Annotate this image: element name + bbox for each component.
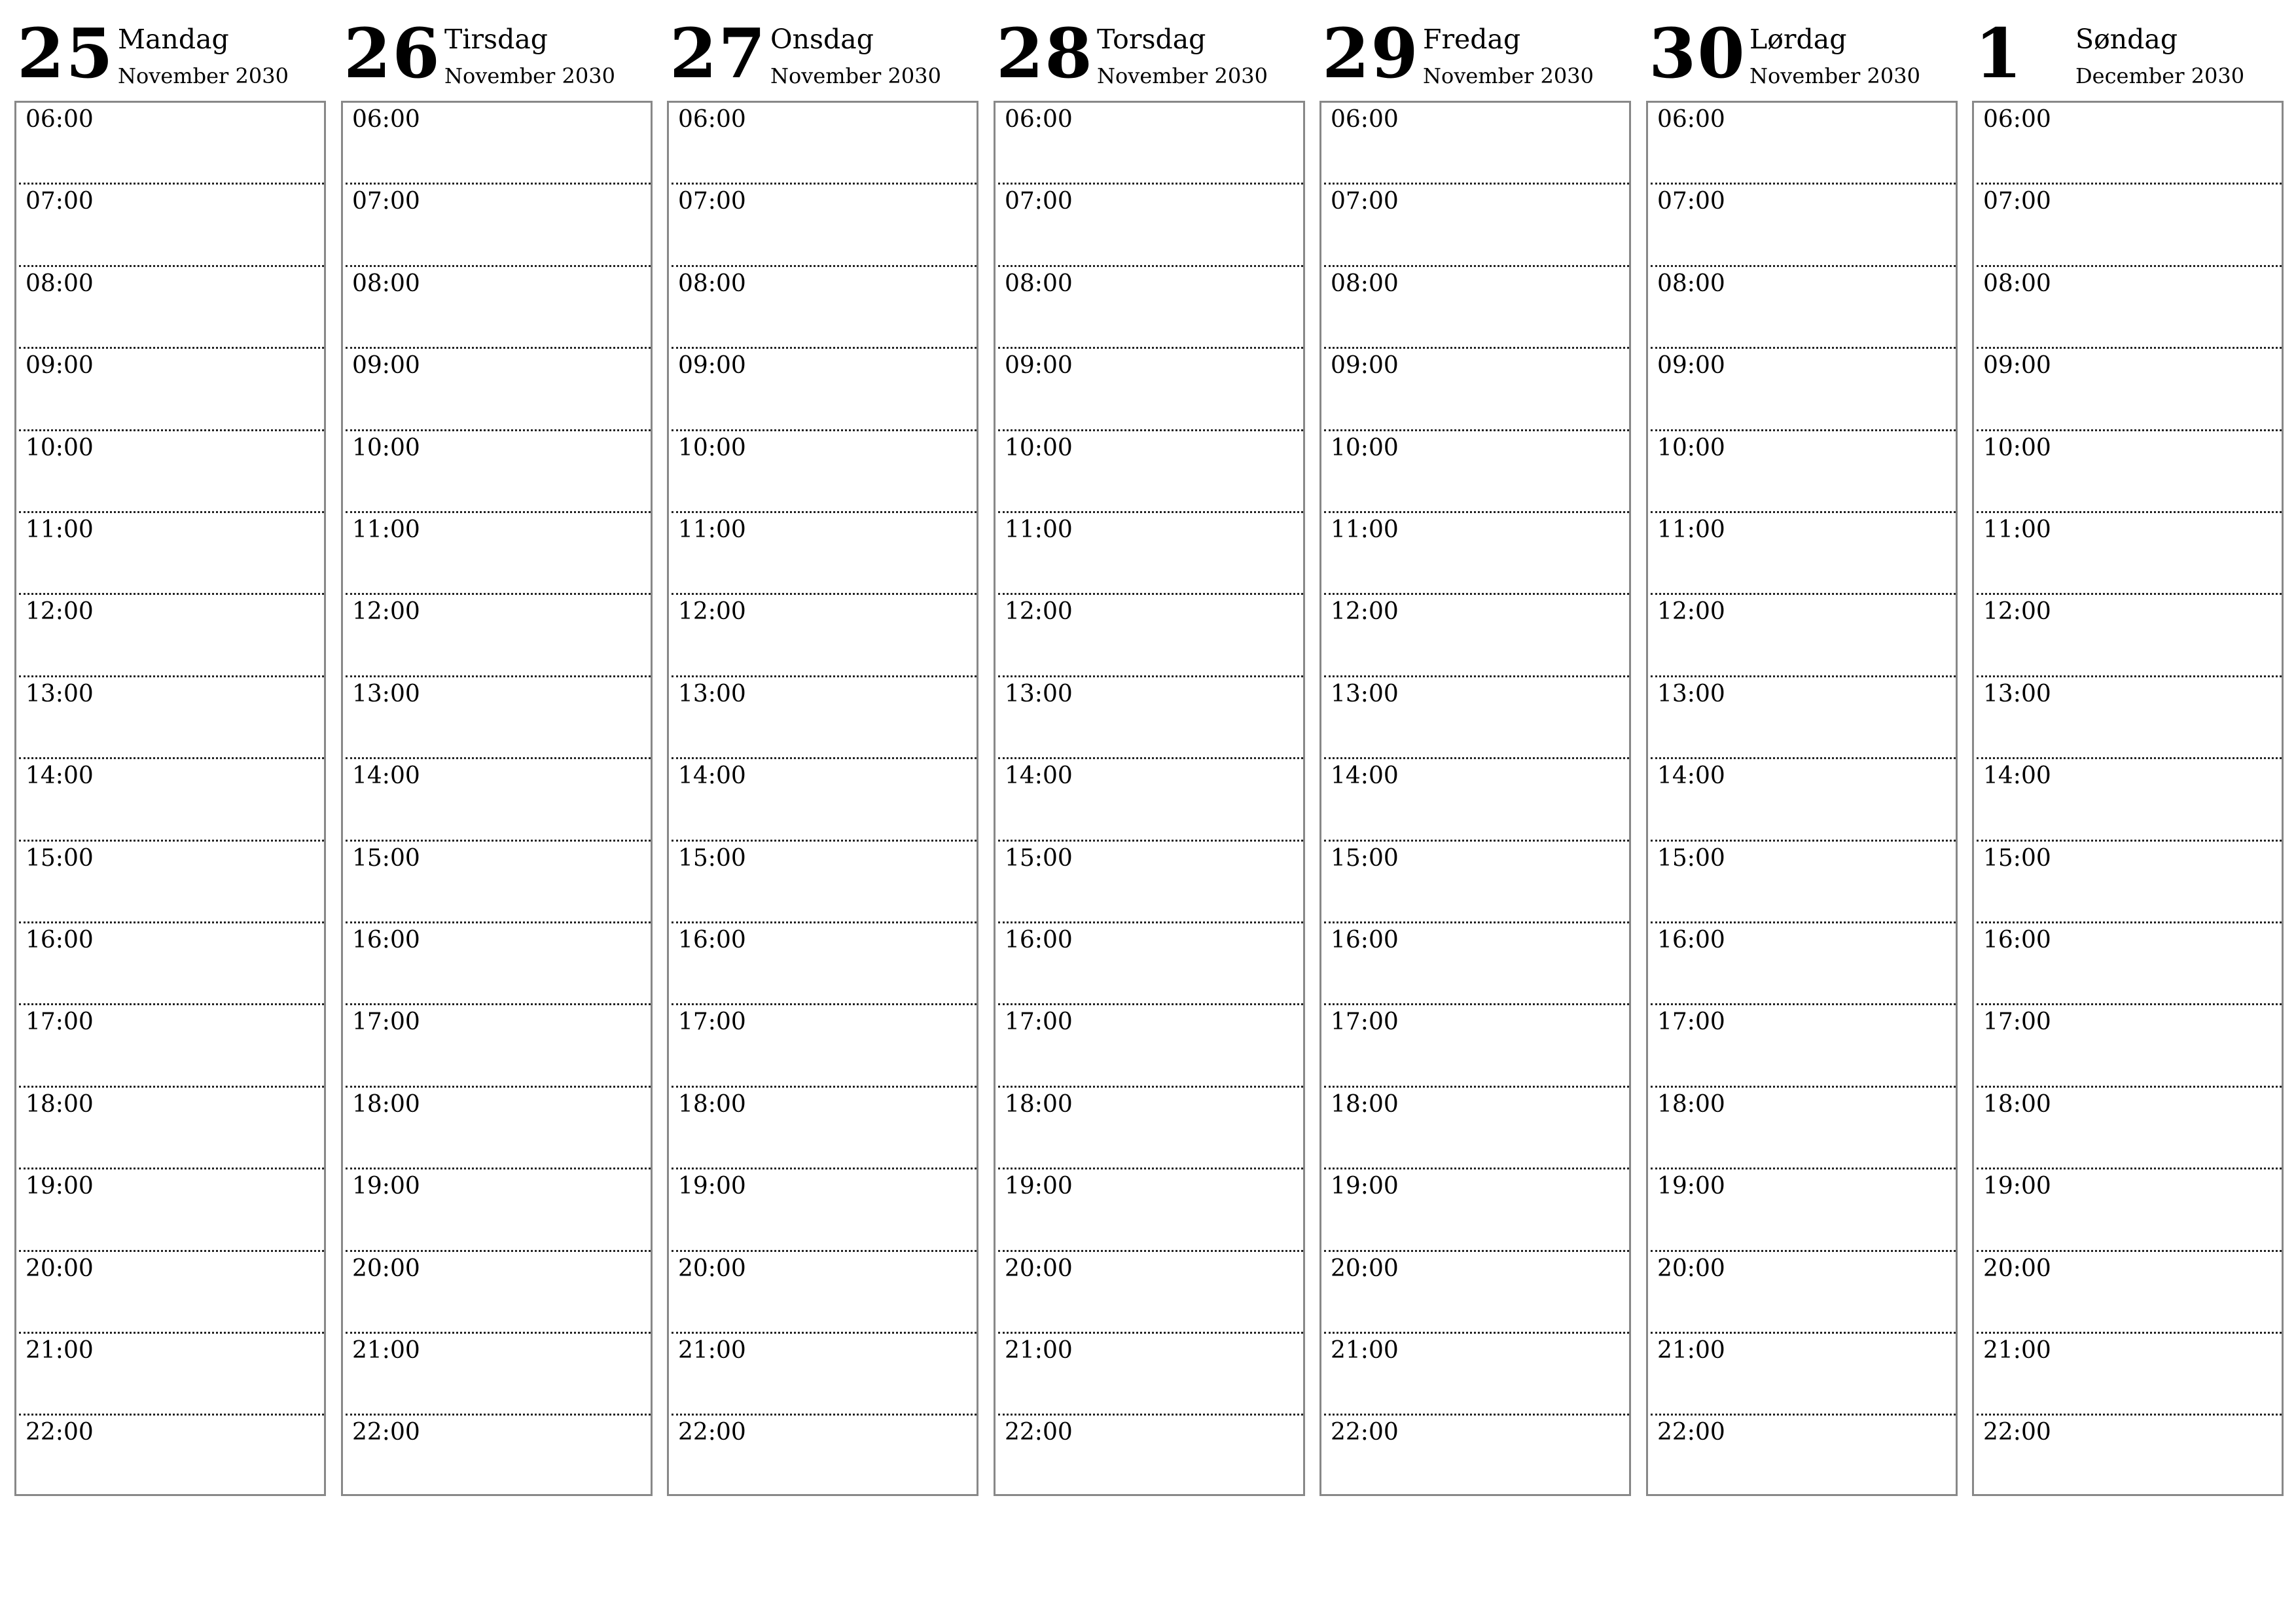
hour-slot[interactable] bbox=[672, 677, 977, 759]
hour-label: 18:00 bbox=[26, 1090, 94, 1118]
hour-label: 06:00 bbox=[1005, 106, 1073, 133]
hour-label: 18:00 bbox=[1331, 1090, 1399, 1118]
hour-slot[interactable] bbox=[1324, 677, 1629, 759]
hour-slot[interactable] bbox=[998, 1416, 1303, 1497]
hour-slot[interactable] bbox=[1651, 431, 1956, 513]
hour-label: 09:00 bbox=[1005, 352, 1073, 380]
day-name: Onsdag bbox=[770, 24, 874, 55]
hour-slot[interactable] bbox=[1977, 103, 2282, 185]
hour-slot[interactable] bbox=[1324, 1416, 1629, 1497]
hour-label: 19:00 bbox=[352, 1173, 420, 1200]
day-name: Lørdag bbox=[1749, 24, 1847, 55]
hour-label: 19:00 bbox=[1005, 1173, 1073, 1200]
hour-label: 12:00 bbox=[1657, 598, 1725, 626]
hour-label: 08:00 bbox=[678, 270, 746, 297]
hour-label: 11:00 bbox=[678, 516, 746, 543]
hour-label: 10:00 bbox=[1657, 434, 1725, 461]
hour-label: 17:00 bbox=[26, 1008, 94, 1036]
hour-slot[interactable] bbox=[1977, 185, 2282, 266]
hour-label: 17:00 bbox=[678, 1008, 746, 1036]
hour-label: 06:00 bbox=[1983, 106, 2051, 133]
hour-label: 07:00 bbox=[1983, 188, 2051, 215]
day-month: November 2030 bbox=[1749, 63, 1920, 88]
hour-slot[interactable] bbox=[19, 595, 324, 677]
hour-label: 13:00 bbox=[1983, 680, 2051, 707]
hour-label: 15:00 bbox=[1005, 844, 1073, 872]
hour-label: 22:00 bbox=[1983, 1419, 2051, 1446]
hour-label: 15:00 bbox=[1983, 844, 2051, 872]
hour-slot[interactable] bbox=[1324, 1252, 1629, 1334]
hour-slot[interactable] bbox=[672, 103, 977, 185]
hour-label: 21:00 bbox=[1657, 1337, 1725, 1364]
hour-slot[interactable] bbox=[1651, 185, 1956, 266]
hour-slot[interactable] bbox=[19, 513, 324, 595]
hour-label: 20:00 bbox=[678, 1255, 746, 1282]
day-month: December 2030 bbox=[2075, 63, 2245, 88]
day-schedule-box bbox=[667, 101, 978, 1496]
hour-label: 07:00 bbox=[1657, 188, 1725, 215]
hour-slot[interactable] bbox=[998, 513, 1303, 595]
hour-label: 09:00 bbox=[1331, 352, 1399, 380]
hour-label: 16:00 bbox=[26, 927, 94, 954]
hour-label: 21:00 bbox=[1005, 1337, 1073, 1364]
hour-slot[interactable] bbox=[346, 103, 651, 185]
hour-slot[interactable] bbox=[672, 1252, 977, 1334]
hour-slot[interactable] bbox=[19, 1252, 324, 1334]
hour-slot[interactable] bbox=[1977, 431, 2282, 513]
hour-label: 18:00 bbox=[678, 1090, 746, 1118]
hour-slot[interactable] bbox=[1651, 1334, 1956, 1416]
hour-label: 14:00 bbox=[1983, 762, 2051, 790]
hour-label: 14:00 bbox=[678, 762, 746, 790]
hour-label: 20:00 bbox=[1005, 1255, 1073, 1282]
hour-slot[interactable] bbox=[1651, 1169, 1956, 1251]
hour-label: 09:00 bbox=[678, 352, 746, 380]
hour-slot[interactable] bbox=[1324, 1088, 1629, 1169]
hour-label: 12:00 bbox=[1005, 598, 1073, 626]
hour-slot[interactable] bbox=[998, 595, 1303, 677]
hour-slot[interactable] bbox=[672, 595, 977, 677]
day-name: Tirsdag bbox=[444, 24, 548, 55]
hour-slot[interactable] bbox=[1324, 1169, 1629, 1251]
day-number: 28 bbox=[996, 13, 1094, 94]
hour-label: 17:00 bbox=[1657, 1008, 1725, 1036]
hour-label: 08:00 bbox=[1983, 270, 2051, 297]
hour-label: 09:00 bbox=[1983, 352, 2051, 380]
day-header bbox=[1972, 0, 2285, 98]
hour-label: 07:00 bbox=[678, 188, 746, 215]
hour-slot[interactable] bbox=[1977, 923, 2282, 1005]
hour-slot[interactable] bbox=[672, 349, 977, 431]
hour-slot[interactable] bbox=[1324, 431, 1629, 513]
day-number: 26 bbox=[344, 13, 441, 94]
hour-slot[interactable] bbox=[346, 842, 651, 923]
hour-slot[interactable] bbox=[1977, 1005, 2282, 1087]
hour-slot[interactable] bbox=[346, 677, 651, 759]
hour-slot[interactable] bbox=[998, 267, 1303, 349]
hour-slot[interactable] bbox=[672, 431, 977, 513]
hour-label: 09:00 bbox=[352, 352, 420, 380]
day-name: Søndag bbox=[2075, 24, 2178, 55]
hour-slot[interactable] bbox=[998, 431, 1303, 513]
hour-label: 11:00 bbox=[1983, 516, 2051, 543]
hour-slot[interactable] bbox=[1977, 1252, 2282, 1334]
hour-slot[interactable] bbox=[1651, 1252, 1956, 1334]
hour-slot[interactable] bbox=[672, 513, 977, 595]
hour-slot[interactable] bbox=[1324, 842, 1629, 923]
hour-slot[interactable] bbox=[1977, 1088, 2282, 1169]
hour-slot[interactable] bbox=[1324, 923, 1629, 1005]
hour-label: 19:00 bbox=[1657, 1173, 1725, 1200]
hour-label: 12:00 bbox=[26, 598, 94, 626]
hour-label: 16:00 bbox=[1331, 927, 1399, 954]
hour-slot[interactable] bbox=[1651, 267, 1956, 349]
hour-slot[interactable] bbox=[19, 923, 324, 1005]
hour-slot[interactable] bbox=[19, 759, 324, 841]
hour-label: 21:00 bbox=[1331, 1337, 1399, 1364]
hour-label: 21:00 bbox=[352, 1337, 420, 1364]
day-month: November 2030 bbox=[1423, 63, 1594, 88]
hour-slot[interactable] bbox=[19, 267, 324, 349]
hour-label: 15:00 bbox=[678, 844, 746, 872]
hour-label: 22:00 bbox=[678, 1419, 746, 1446]
hour-slot[interactable] bbox=[346, 349, 651, 431]
day-month: November 2030 bbox=[444, 63, 615, 88]
hour-slot[interactable] bbox=[1651, 103, 1956, 185]
hour-label: 08:00 bbox=[352, 270, 420, 297]
hour-label: 12:00 bbox=[352, 598, 420, 626]
hour-label: 07:00 bbox=[1331, 188, 1399, 215]
hour-label: 13:00 bbox=[352, 680, 420, 707]
hour-slot[interactable] bbox=[1324, 349, 1629, 431]
hour-label: 22:00 bbox=[1657, 1419, 1725, 1446]
hour-slot[interactable] bbox=[1651, 759, 1956, 841]
hour-slot[interactable] bbox=[998, 759, 1303, 841]
hour-slot[interactable] bbox=[1977, 677, 2282, 759]
hour-label: 07:00 bbox=[26, 188, 94, 215]
hour-label: 21:00 bbox=[678, 1337, 746, 1364]
hour-label: 10:00 bbox=[1005, 434, 1073, 461]
hour-slot[interactable] bbox=[346, 431, 651, 513]
hour-label: 11:00 bbox=[1005, 516, 1073, 543]
day-month: November 2030 bbox=[118, 63, 289, 88]
day-header bbox=[341, 0, 654, 98]
day-schedule-box bbox=[14, 101, 326, 1496]
hour-label: 08:00 bbox=[1005, 270, 1073, 297]
hour-slot[interactable] bbox=[1651, 677, 1956, 759]
hour-slot[interactable] bbox=[346, 513, 651, 595]
hour-slot[interactable] bbox=[1324, 185, 1629, 266]
hour-slot[interactable] bbox=[672, 923, 977, 1005]
hour-label: 22:00 bbox=[1331, 1419, 1399, 1446]
hour-label: 20:00 bbox=[1331, 1255, 1399, 1282]
hour-slot[interactable] bbox=[1651, 1416, 1956, 1497]
hour-slot[interactable] bbox=[1977, 267, 2282, 349]
day-schedule-box bbox=[1646, 101, 1958, 1496]
hour-label: 14:00 bbox=[1331, 762, 1399, 790]
hour-slot[interactable] bbox=[346, 1252, 651, 1334]
hour-label: 22:00 bbox=[26, 1419, 94, 1446]
hour-slot[interactable] bbox=[19, 1416, 324, 1497]
hour-label: 10:00 bbox=[1331, 434, 1399, 461]
hour-slot[interactable] bbox=[672, 1334, 977, 1416]
hour-label: 16:00 bbox=[678, 927, 746, 954]
hour-label: 19:00 bbox=[1331, 1173, 1399, 1200]
hour-slot[interactable] bbox=[1977, 513, 2282, 595]
hour-slot[interactable] bbox=[1324, 1005, 1629, 1087]
hour-label: 06:00 bbox=[678, 106, 746, 133]
hour-label: 20:00 bbox=[352, 1255, 420, 1282]
hour-label: 12:00 bbox=[678, 598, 746, 626]
hour-label: 13:00 bbox=[1657, 680, 1725, 707]
day-number: 1 bbox=[1975, 13, 2024, 94]
hour-label: 12:00 bbox=[1983, 598, 2051, 626]
hour-label: 10:00 bbox=[352, 434, 420, 461]
day-name: Fredag bbox=[1423, 24, 1521, 55]
day-number: 27 bbox=[670, 13, 767, 94]
hour-label: 17:00 bbox=[1005, 1008, 1073, 1036]
hour-label: 22:00 bbox=[352, 1419, 420, 1446]
hour-label: 20:00 bbox=[26, 1255, 94, 1282]
hour-slot[interactable] bbox=[1977, 349, 2282, 431]
hour-label: 08:00 bbox=[1657, 270, 1725, 297]
hour-label: 21:00 bbox=[26, 1337, 94, 1364]
hour-slot[interactable] bbox=[998, 677, 1303, 759]
hour-slot[interactable] bbox=[672, 1169, 977, 1251]
day-schedule-box bbox=[994, 101, 1305, 1496]
hour-slot[interactable] bbox=[998, 1169, 1303, 1251]
hour-label: 17:00 bbox=[352, 1008, 420, 1036]
hour-slot[interactable] bbox=[1977, 1416, 2282, 1497]
hour-label: 20:00 bbox=[1983, 1255, 2051, 1282]
hour-slot[interactable] bbox=[1651, 923, 1956, 1005]
hour-slot[interactable] bbox=[998, 1088, 1303, 1169]
hour-slot[interactable] bbox=[1651, 842, 1956, 923]
hour-slot[interactable] bbox=[1651, 1005, 1956, 1087]
hour-slot[interactable] bbox=[1324, 759, 1629, 841]
hour-slot[interactable] bbox=[19, 1088, 324, 1169]
hour-slot[interactable] bbox=[19, 842, 324, 923]
hour-slot[interactable] bbox=[346, 1169, 651, 1251]
hour-label: 14:00 bbox=[26, 762, 94, 790]
hour-slot[interactable] bbox=[19, 1334, 324, 1416]
hour-label: 11:00 bbox=[26, 516, 94, 543]
hour-slot[interactable] bbox=[672, 1005, 977, 1087]
hour-label: 13:00 bbox=[678, 680, 746, 707]
hour-slot[interactable] bbox=[346, 267, 651, 349]
hour-slot[interactable] bbox=[1977, 1169, 2282, 1251]
hour-slot[interactable] bbox=[998, 1252, 1303, 1334]
hour-label: 12:00 bbox=[1331, 598, 1399, 626]
day-header bbox=[994, 0, 1306, 98]
hour-label: 14:00 bbox=[1005, 762, 1073, 790]
hour-slot[interactable] bbox=[998, 1005, 1303, 1087]
hour-slot[interactable] bbox=[346, 1416, 651, 1497]
hour-slot[interactable] bbox=[998, 349, 1303, 431]
hour-label: 17:00 bbox=[1331, 1008, 1399, 1036]
hour-label: 20:00 bbox=[1657, 1255, 1725, 1282]
hour-slot[interactable] bbox=[1977, 759, 2282, 841]
hour-slot[interactable] bbox=[346, 759, 651, 841]
day-header bbox=[1319, 0, 1632, 98]
hour-slot[interactable] bbox=[346, 923, 651, 1005]
day-schedule-box bbox=[1972, 101, 2284, 1496]
hour-label: 09:00 bbox=[1657, 352, 1725, 380]
day-header bbox=[14, 0, 327, 98]
hour-slot[interactable] bbox=[19, 1169, 324, 1251]
hour-slot[interactable] bbox=[1651, 349, 1956, 431]
hour-label: 14:00 bbox=[1657, 762, 1725, 790]
hour-label: 16:00 bbox=[1983, 927, 2051, 954]
hour-slot[interactable] bbox=[1651, 513, 1956, 595]
hour-slot[interactable] bbox=[19, 431, 324, 513]
hour-label: 06:00 bbox=[352, 106, 420, 133]
hour-slot[interactable] bbox=[19, 677, 324, 759]
hour-slot[interactable] bbox=[346, 595, 651, 677]
hour-slot[interactable] bbox=[1651, 595, 1956, 677]
hour-label: 13:00 bbox=[26, 680, 94, 707]
hour-slot[interactable] bbox=[346, 1088, 651, 1169]
hour-label: 06:00 bbox=[26, 106, 94, 133]
hour-label: 16:00 bbox=[1005, 927, 1073, 954]
hour-slot[interactable] bbox=[1324, 595, 1629, 677]
hour-slot[interactable] bbox=[998, 923, 1303, 1005]
hour-slot[interactable] bbox=[672, 267, 977, 349]
hour-slot[interactable] bbox=[1324, 103, 1629, 185]
hour-label: 11:00 bbox=[1331, 516, 1399, 543]
hour-slot[interactable] bbox=[1977, 1334, 2282, 1416]
hour-label: 18:00 bbox=[1005, 1090, 1073, 1118]
hour-label: 19:00 bbox=[1983, 1173, 2051, 1200]
hour-label: 10:00 bbox=[678, 434, 746, 461]
hour-slot[interactable] bbox=[1324, 1334, 1629, 1416]
hour-label: 18:00 bbox=[352, 1090, 420, 1118]
hour-slot[interactable] bbox=[1977, 842, 2282, 923]
hour-label: 06:00 bbox=[1331, 106, 1399, 133]
hour-label: 15:00 bbox=[1331, 844, 1399, 872]
hour-slot[interactable] bbox=[672, 759, 977, 841]
hour-slot[interactable] bbox=[1977, 595, 2282, 677]
hour-slot[interactable] bbox=[998, 1334, 1303, 1416]
hour-slot[interactable] bbox=[19, 185, 324, 266]
hour-label: 21:00 bbox=[1983, 1337, 2051, 1364]
hour-slot[interactable] bbox=[672, 1416, 977, 1497]
day-number: 29 bbox=[1322, 13, 1420, 94]
hour-label: 09:00 bbox=[26, 352, 94, 380]
hour-label: 15:00 bbox=[26, 844, 94, 872]
hour-label: 15:00 bbox=[1657, 844, 1725, 872]
day-schedule-box bbox=[341, 101, 653, 1496]
day-name: Torsdag bbox=[1097, 24, 1206, 55]
hour-slot[interactable] bbox=[19, 349, 324, 431]
hour-label: 19:00 bbox=[26, 1173, 94, 1200]
day-month: November 2030 bbox=[1097, 63, 1268, 88]
hour-slot[interactable] bbox=[19, 103, 324, 185]
hour-label: 16:00 bbox=[352, 927, 420, 954]
hour-label: 11:00 bbox=[1657, 516, 1725, 543]
hour-label: 18:00 bbox=[1657, 1090, 1725, 1118]
day-header bbox=[667, 0, 980, 98]
hour-label: 18:00 bbox=[1983, 1090, 2051, 1118]
hour-label: 07:00 bbox=[1005, 188, 1073, 215]
hour-slot[interactable] bbox=[672, 1088, 977, 1169]
hour-slot[interactable] bbox=[346, 185, 651, 266]
hour-slot[interactable] bbox=[998, 185, 1303, 266]
hour-slot[interactable] bbox=[998, 842, 1303, 923]
day-header bbox=[1646, 0, 1959, 98]
hour-slot[interactable] bbox=[1651, 1088, 1956, 1169]
hour-label: 08:00 bbox=[1331, 270, 1399, 297]
hour-slot[interactable] bbox=[998, 103, 1303, 185]
hour-slot[interactable] bbox=[346, 1005, 651, 1087]
hour-label: 17:00 bbox=[1983, 1008, 2051, 1036]
hour-slot[interactable] bbox=[672, 842, 977, 923]
hour-label: 10:00 bbox=[1983, 434, 2051, 461]
hour-slot[interactable] bbox=[672, 185, 977, 266]
hour-slot[interactable] bbox=[19, 1005, 324, 1087]
day-number: 30 bbox=[1649, 13, 1746, 94]
hour-slot[interactable] bbox=[1324, 513, 1629, 595]
hour-label: 15:00 bbox=[352, 844, 420, 872]
hour-label: 13:00 bbox=[1005, 680, 1073, 707]
hour-label: 16:00 bbox=[1657, 927, 1725, 954]
hour-label: 06:00 bbox=[1657, 106, 1725, 133]
day-schedule-box bbox=[1319, 101, 1631, 1496]
hour-label: 07:00 bbox=[352, 188, 420, 215]
hour-label: 10:00 bbox=[26, 434, 94, 461]
hour-label: 14:00 bbox=[352, 762, 420, 790]
day-name: Mandag bbox=[118, 24, 229, 55]
day-month: November 2030 bbox=[770, 63, 941, 88]
hour-slot[interactable] bbox=[1324, 267, 1629, 349]
hour-slot[interactable] bbox=[346, 1334, 651, 1416]
hour-label: 19:00 bbox=[678, 1173, 746, 1200]
hour-label: 13:00 bbox=[1331, 680, 1399, 707]
day-number: 25 bbox=[17, 13, 115, 94]
hour-label: 22:00 bbox=[1005, 1419, 1073, 1446]
hour-label: 08:00 bbox=[26, 270, 94, 297]
hour-label: 11:00 bbox=[352, 516, 420, 543]
